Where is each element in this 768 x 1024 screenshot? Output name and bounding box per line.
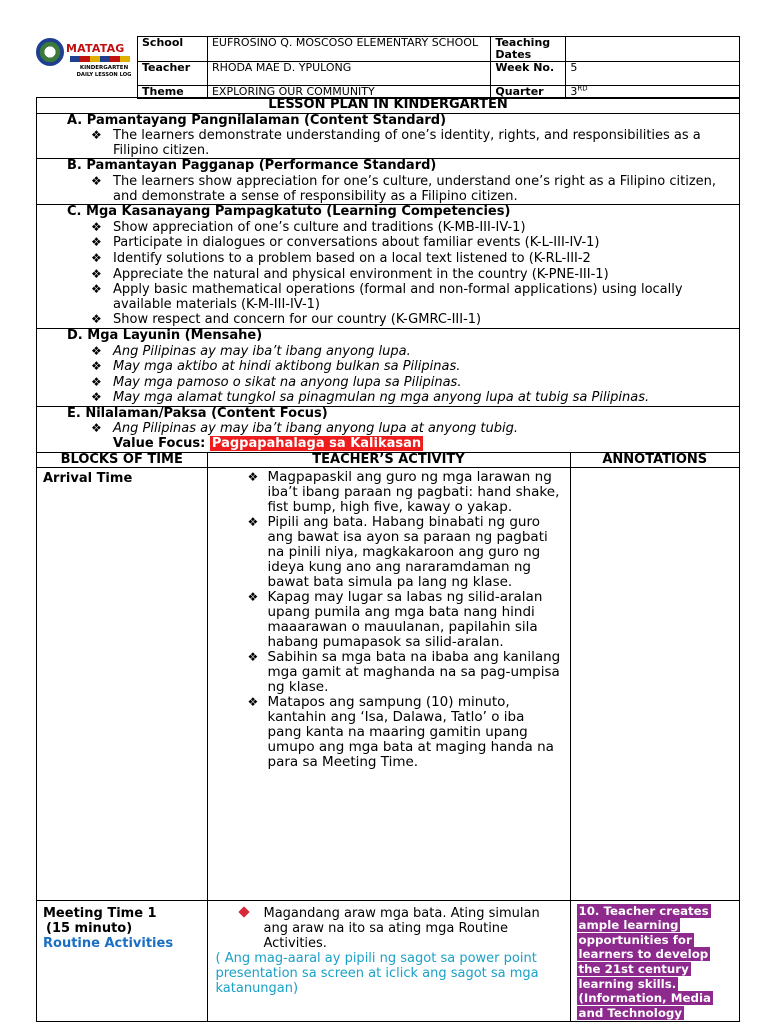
meeting-duration: (15 minuto) (46, 920, 133, 936)
meeting-annotation-cell (570, 900, 739, 1021)
annotation-highlight: 10. Teacher creates ample learning opportunities for learners to develop the 21st century learning skills. (Information, Media and Technology (578, 903, 711, 1020)
logo-subtitle-2: DAILY LESSON LOG (76, 72, 132, 78)
info-table (137, 36, 740, 99)
meeting-time-label: Meeting Time 1 (43, 905, 157, 921)
school-label: School (138, 37, 208, 62)
diamond-bullet-icon: ❖ (91, 390, 102, 405)
header-blocks-of-time: BLOCKS OF TIME (37, 453, 207, 468)
theme-label: Theme (138, 86, 208, 99)
diamond-bullet-icon: ❖ (91, 219, 102, 234)
school-value: EUFROSINO Q. MOSCOSO ELEMENTARY SCHOOL (207, 37, 490, 62)
diamond-bullet-icon: ❖ (91, 374, 102, 389)
section-a (37, 114, 739, 160)
lesson-log-page (36, 36, 740, 1020)
diamond-bullet-icon: ❖ (247, 694, 259, 709)
diamond-bullet-icon: ❖ (91, 250, 102, 265)
section-c (37, 205, 739, 329)
section-c-item: ❖ Appreciate the natural and physical environment in the country (K-PNE-III-1) (91, 266, 609, 282)
section-b (37, 159, 739, 205)
section-c-item: ❖ Apply basic mathematical operations (formal and non-formal applications) using locally available materials (K-M-III-IV-1) (91, 282, 683, 312)
section-a-item: ❖ The learners demonstrate understanding of one’s identity, rights, and responsibilities as a Filipino citizen. (91, 128, 701, 158)
diamond-bullet-icon: ❖ (91, 282, 102, 297)
section-d (37, 329, 739, 407)
quarter-suffix: RD (577, 84, 588, 93)
logo-subtitle-1: KINDERGARTEN (79, 65, 129, 71)
section-d-item: ❖ May mga alamat tungkol sa pinagmulan ng mga anyong lupa at tubig sa Pilipinas. (91, 390, 650, 406)
teacher-label: Teacher (138, 62, 208, 86)
blocks-table (37, 453, 739, 1022)
section-c-item: ❖ Identify solutions to a problem based on a local text listened to (K-RL-III-2 (91, 250, 591, 266)
value-focus-label: Value Focus: (113, 436, 206, 452)
diamond-bullet-icon: ❖ (247, 589, 259, 604)
lesson-plan-title: LESSON PLAN IN KINDERGARTEN (268, 97, 508, 112)
activity-item: ❖ Pipili ang bata. Habang binabati ng guro ang bawat isa ayon sa paraan ng pagbati na pinili niya, magkakaroon ang guro ng ideya kung ano ang nararamdaman ng bawat bata simula pa lang ng klase. (247, 513, 548, 590)
diamond-bullet-icon: ❖ (91, 312, 102, 327)
diamond-bullet-icon: ❖ (247, 649, 259, 664)
diamond-bullet-icon: ❖ (91, 235, 102, 250)
teacher-value: RHODA MAE D. YPULONG (207, 62, 490, 86)
arrival-time-label: Arrival Time (43, 470, 133, 486)
diamond-bullet-icon: ❖ (91, 421, 102, 436)
value-focus-value: Pagpapahalaga sa Kalikasan (211, 436, 422, 452)
blocks-section (37, 453, 739, 1022)
section-b-item: ❖ The learners show appreciation for one’s culture, understand one’s right as a Filipino citizen, and demonstrate a sense of responsibility as a Filipino citizen. (91, 173, 717, 204)
lesson-plan-title-row (37, 98, 739, 114)
activity-item: ❖ Magpapaskil ang guro ng mga larawan ng iba’t ibang paraan ng pagbati: hand shake, fist bump, high five, kaway o yakap. (247, 468, 560, 515)
section-c-item: ❖ Show appreciation of one’s culture and traditions (K-MB-III-IV-1) (91, 219, 526, 235)
arrival-annotation-cell (570, 467, 739, 900)
diamond-bullet-icon: ❖ (247, 514, 259, 529)
activity-item: ❖ Kapag may lugar sa labas ng silid-aralan upang pumila ang mga bata nang hindi maaarawan o mauulanan, papilahin sila habang pumapasok sa silid-aralan. (247, 588, 543, 650)
arrival-activity-cell (207, 467, 570, 900)
routine-activities-label: Routine Activities (43, 935, 174, 951)
activity-item: ❖ Matapos ang sampung (10) minuto, kantahin ang ‘Isa, Dalawa, Tatlo’ o iba pang kanta na maaring gamitin upang umupo ang mga bata at maging handa na para sa Meeting Time. (247, 693, 554, 770)
section-c-item: ❖ Participate in dialogues or conversations about familiar events (K-L-III-IV-1) (91, 235, 600, 251)
header-annotations: ANNOTATIONS (570, 453, 739, 468)
header (36, 36, 740, 96)
section-e-title: E. Nilalaman/Paksa (Content Focus) (67, 405, 328, 421)
section-d-item: ❖ Ang Pilipinas ay may iba’t ibang anyong lupa. (91, 343, 411, 359)
section-d-title: D. Mga Layunin (Mensahe) (67, 327, 263, 343)
section-a-title: A. Pamantayang Pangnilalaman (Content Standard) (67, 112, 447, 128)
diamond-bullet-icon: ❖ (91, 173, 102, 188)
teaching-dates-value (566, 37, 740, 62)
section-e (37, 407, 739, 453)
meeting-activity-note: ( Ang mag-aaral ay pipili ng sagot sa power point presentation sa screen at iclick ang sagot sa mga katanungan) (215, 950, 539, 996)
diamond-bullet-icon: ❖ (91, 128, 102, 143)
quarter-number: 3 (570, 85, 578, 98)
diamond-bullet-icon: ❖ (91, 343, 102, 358)
red-arrow-bullet-icon (238, 906, 249, 917)
diamond-bullet-icon: ❖ (91, 359, 102, 374)
logo-brand: MATATAG (66, 42, 125, 55)
section-d-item: ❖ May mga pamoso o sikat na anyong lupa sa Pilipinas. (91, 374, 462, 390)
section-d-item: ❖ May mga aktibo at hindi aktibong bulkan sa Pilipinas. (91, 359, 461, 375)
section-c-title: C. Mga Kasanayang Pampagkatuto (Learning Competencies) (67, 204, 511, 220)
diamond-bullet-icon: ❖ (247, 469, 259, 484)
meeting-activity-item: Magandang araw mga bata. Ating simulan ang araw na ito sa ating mga Routine Activities. (214, 906, 562, 951)
lesson-plan-table (36, 97, 740, 1022)
meeting-time-cell (37, 900, 207, 1021)
teaching-dates-label: Teaching Dates (491, 37, 566, 62)
quarter-label: Quarter (491, 86, 566, 99)
section-b-title: B. Pamantayan Pagganap (Performance Standard) (67, 158, 437, 174)
deped-seal-icon (36, 38, 64, 66)
theme-value: EXPLORING OUR COMMUNITY (207, 86, 490, 99)
week-label: Week No. (491, 62, 566, 86)
matatag-logo (36, 36, 136, 96)
value-focus (37, 437, 739, 452)
activity-item: ❖ Sabihin sa mga bata na ibaba ang kanilang mga gamit at maghanda na sa pag-umpisa ng klase. (247, 648, 561, 695)
section-e-item: ❖ Ang Pilipinas ay may iba’t ibang anyong lupa at anyong tubig. (91, 421, 518, 437)
diamond-bullet-icon: ❖ (91, 266, 102, 281)
week-value: 5 (566, 62, 740, 86)
meeting-activity-cell (207, 900, 570, 1021)
section-c-item: ❖ Show respect and concern for our country (K-GMRC-III-1) (91, 312, 482, 328)
logo-stripes-icon (70, 56, 130, 62)
arrival-time-cell (37, 467, 207, 900)
header-teachers-activity: TEACHER’S ACTIVITY (207, 453, 570, 468)
